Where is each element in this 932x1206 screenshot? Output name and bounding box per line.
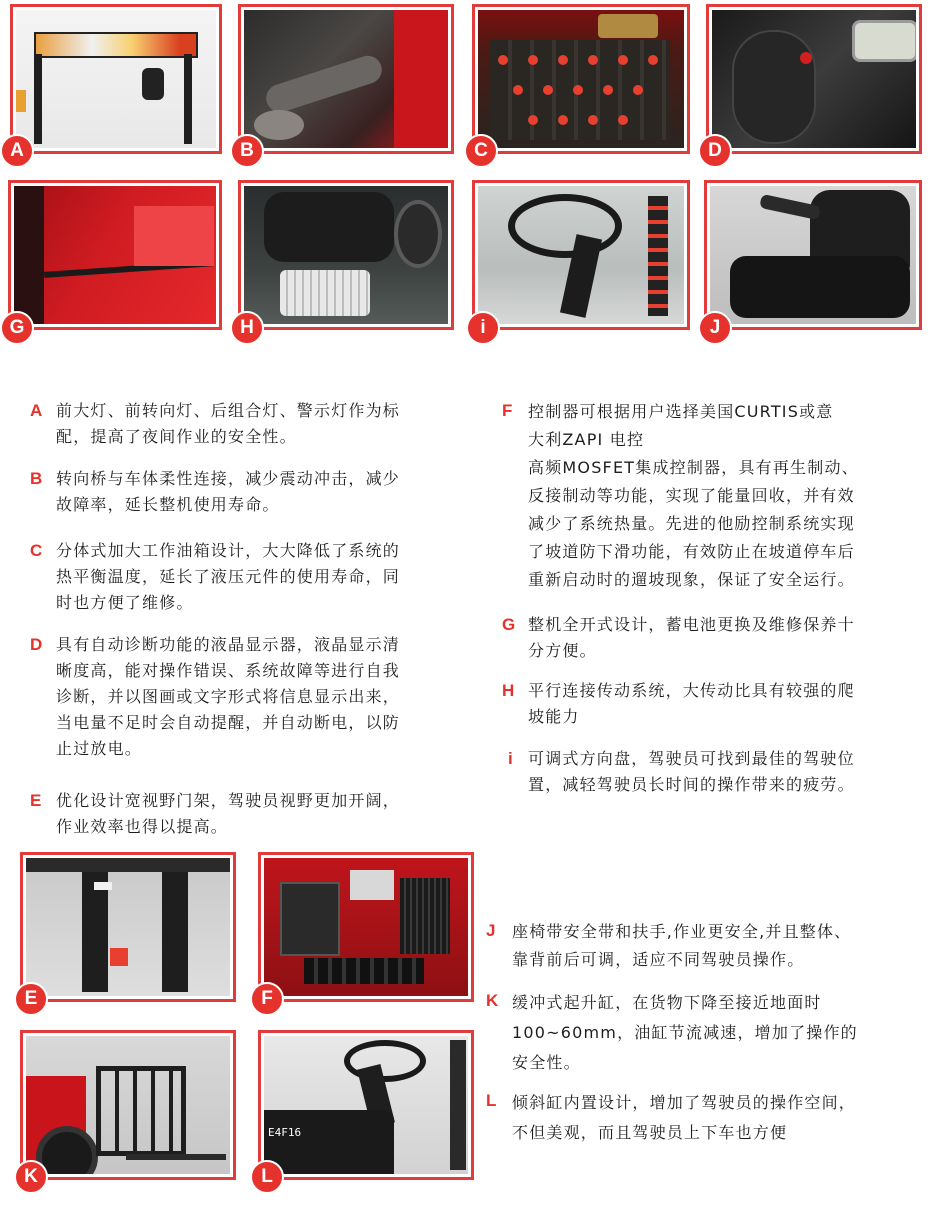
feature-letter: B [30, 469, 43, 488]
badge-l: L [250, 1160, 284, 1194]
feature-line: 作业效率也得以提高。 [56, 817, 229, 836]
feature-line: 控制器可根据用户选择美国CURTIS或意 [528, 402, 834, 421]
feature-text [512, 918, 851, 974]
photo-frame-j [704, 180, 922, 330]
photo-frame-c [472, 4, 690, 154]
feature-line: 平行连接传动系统，大传动比具有较强的爬 [528, 681, 855, 700]
feature-letter: E [30, 791, 42, 810]
feature-line: 置，减轻驾驶员长时间的操作带来的疲劳。 [528, 775, 855, 794]
feature-line: 时也方便了维修。 [56, 593, 194, 612]
photo-frame-l [258, 1030, 474, 1180]
feature-letter: J [486, 921, 496, 940]
feature-j [486, 918, 930, 974]
feature-line: 座椅带安全带和扶手,作业更安全,并且整体、 [512, 922, 852, 941]
feature-line: 可调式方向盘，驾驶员可找到最佳的驾驶位 [528, 749, 855, 768]
feature-c [30, 538, 480, 616]
photo-frame-f [258, 852, 474, 1002]
feature-line: 具有自动诊断功能的液晶显示器，液晶显示清 [56, 635, 401, 654]
feature-line: 高频MOSFET集成控制器，具有再生制动、 [528, 458, 859, 477]
feature-letter: K [486, 991, 499, 1010]
feature-letter: C [30, 541, 43, 560]
photo-frame-e [20, 852, 236, 1002]
badge-h: H [230, 311, 264, 345]
feature-line: 当电量不足时会自动提醒，并自动断电，以防 [56, 713, 401, 732]
feature-line: 反接制动等功能，实现了能量回收，并有效 [528, 486, 855, 505]
photo-frame-d [706, 4, 922, 154]
badge-c: C [464, 134, 498, 168]
feature-e [30, 788, 480, 840]
feature-text [56, 538, 400, 616]
feature-line: 靠背前后可调，适应不同驾驶员操作。 [512, 950, 805, 969]
photo-frame-i [472, 180, 690, 330]
photo-frame-a [10, 4, 222, 154]
feature-line: 转向桥与车体柔性连接，减少震动冲击，减少 [56, 469, 401, 488]
feature-line: 100~60mm，油缸节流减速，增加了操作的 [512, 1023, 858, 1042]
feature-line: 优化设计宽视野门架，驾驶员视野更加开阔， [56, 791, 401, 810]
oil-tank-photo-icon [478, 10, 684, 148]
feature-line: 前大灯、前转向灯、后组合灯、警示灯作为标 [56, 401, 401, 420]
seat-photo-icon [710, 186, 916, 324]
mast-photo-icon [26, 858, 230, 996]
photo-frame-g [8, 180, 222, 330]
badge-g: G [0, 311, 34, 345]
feature-text [56, 788, 400, 840]
badge-f: F [250, 982, 284, 1016]
feature-g [502, 612, 930, 664]
feature-b [30, 466, 480, 518]
steering-wheel-photo-icon [478, 186, 684, 324]
feature-line: 倾斜缸内置设计，增加了驾驶员的操作空间， [512, 1093, 857, 1112]
feature-line: 缓冲式起升缸，在货物下降至接近地面时 [512, 993, 822, 1012]
badge-b: B [230, 134, 264, 168]
feature-i [508, 746, 930, 798]
feature-line: 大利ZAPI 电控 [528, 430, 645, 449]
feature-line: 不但美观，而且驾驶员上下车也方便 [512, 1123, 788, 1142]
feature-d [30, 632, 480, 762]
feature-letter: i [508, 749, 513, 768]
badge-a: A [0, 134, 34, 168]
feature-letter: H [502, 681, 515, 700]
badge-k: K [14, 1160, 48, 1194]
feature-text [528, 398, 859, 594]
feature-line: 晰度高，能对操作错误、系统故障等进行自我 [56, 661, 401, 680]
photo-frame-h [238, 180, 454, 330]
feature-line: 止过放电。 [56, 739, 143, 758]
feature-line: 诊断，并以图画或文字形式将信息显示出来， [56, 687, 401, 706]
feature-h [502, 678, 930, 730]
feature-text [528, 612, 855, 664]
badge-i: i [466, 311, 500, 345]
badge-d: D [698, 134, 732, 168]
feature-line: 分方便。 [528, 641, 597, 660]
feature-text [56, 632, 400, 762]
feature-line: 重新启动时的遛坡现象，保证了安全运行。 [528, 570, 855, 589]
feature-line: 分体式加大工作油箱设计，大大降低了系统的 [56, 541, 401, 560]
feature-k [486, 988, 930, 1078]
photo-frame-k [20, 1030, 236, 1180]
feature-l [486, 1088, 930, 1148]
feature-text [512, 988, 858, 1078]
badge-e: E [14, 982, 48, 1016]
feature-letter: D [30, 635, 43, 654]
feature-text [56, 398, 400, 450]
plate-label: E4F16 [268, 1126, 302, 1139]
feature-line: 热平衡温度，延长了液压元件的使用寿命，同 [56, 567, 401, 586]
feature-text [528, 678, 855, 730]
feature-text [512, 1088, 856, 1148]
feature-text [56, 466, 400, 518]
headlight-photo-icon [16, 10, 216, 148]
feature-letter: G [502, 615, 516, 634]
feature-line: 配，提高了夜间作业的安全性。 [56, 427, 297, 446]
lift-cylinder-photo-icon [26, 1036, 230, 1174]
feature-a [30, 398, 480, 450]
feature-text [528, 746, 855, 798]
tilt-cylinder-photo-icon [264, 1036, 468, 1174]
lcd-display-photo-icon [712, 10, 916, 148]
feature-letter: F [502, 401, 513, 420]
feature-letter: A [30, 401, 43, 420]
steering-axle-photo-icon [244, 10, 448, 148]
controller-photo-icon [264, 858, 468, 996]
feature-f [502, 398, 930, 594]
drive-system-photo-icon [244, 186, 448, 324]
badge-j: J [698, 311, 732, 345]
feature-letter: L [486, 1091, 497, 1110]
photo-frame-b [238, 4, 454, 154]
feature-line: 减少了系统热量。先进的他励控制系统实现 [528, 514, 855, 533]
feature-line: 安全性。 [512, 1053, 581, 1072]
open-body-photo-icon [14, 186, 216, 324]
feature-line: 了坡道防下滑功能，有效防止在坡道停车后 [528, 542, 855, 561]
feature-line: 故障率，延长整机使用寿命。 [56, 495, 280, 514]
feature-line: 整机全开式设计，蓄电池更换及维修保养十 [528, 615, 855, 634]
feature-line: 坡能力 [528, 707, 580, 726]
